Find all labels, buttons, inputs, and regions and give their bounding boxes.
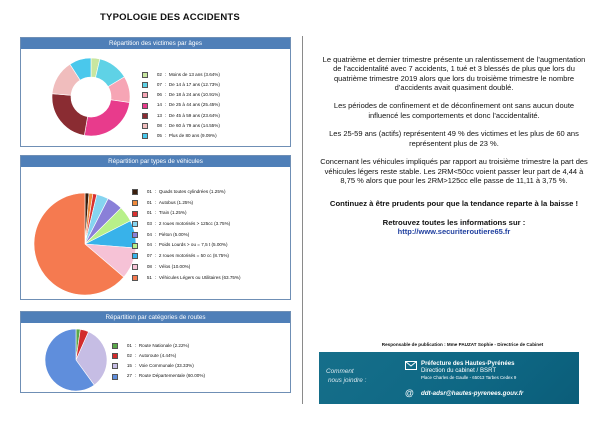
legend-label: Vélos (10.00%) <box>158 263 191 269</box>
legend-count: 05 <box>156 132 162 138</box>
legend-count: 07 <box>146 253 152 259</box>
legend-label: Poids Lourds > ou = 7,5 t (5.00%) <box>158 242 228 248</box>
legend-swatch <box>142 92 148 98</box>
legend-count: 02 <box>156 71 162 77</box>
legend-swatch <box>142 82 148 88</box>
legend-swatch <box>132 253 138 259</box>
legend-separator: : <box>155 253 159 259</box>
legend-item <box>132 187 241 198</box>
paragraph-confinement: Les périodes de confinement et de déconfinement ont sans aucun doute influencé les comportements et donc l’accidentalité. <box>333 101 575 120</box>
legend-label: Route Nationale (2.22%) <box>138 342 190 348</box>
chart-panel-vehicles <box>20 155 291 300</box>
legend-separator: : <box>165 132 169 138</box>
pie-slice-0-4 <box>52 94 88 136</box>
chart-title-roads: Répartition par catégories de routes <box>21 312 290 323</box>
legend-separator: : <box>155 263 159 269</box>
legend-swatch <box>142 123 148 129</box>
legend-swatch <box>132 232 138 238</box>
postal-address: Place Charles de Gaulle - 65013 Tarbes Cedex 9 <box>421 374 517 380</box>
legend-separator: : <box>165 81 169 87</box>
legend-swatch <box>132 264 138 270</box>
legend-separator: : <box>165 102 169 108</box>
legend-separator: : <box>155 231 159 237</box>
legend-swatch <box>132 211 138 217</box>
legend-label: 2 roues motorisés > 125cc (3.75%) <box>158 221 231 227</box>
legend-separator: : <box>165 122 169 128</box>
legend-item <box>132 273 241 284</box>
legend-count: 02 <box>126 352 132 358</box>
legend-item <box>132 230 241 241</box>
legend-count: 08 <box>146 263 152 269</box>
contact-label-1: Comment <box>326 368 354 375</box>
legend-item <box>112 341 205 351</box>
paragraph-quarter: Le quatrième et dernier trimestre présente un ralentissement de l’augmentation de l’accidentalité avec 7 accidents, 1 tué et 3 blessés de plus que lors du quatrième trimestre 2019 alors que lors du troisième trimestre le nombre d’accidents avait quasiment doublé. <box>322 55 586 92</box>
contact-banner <box>319 352 579 404</box>
publisher-line: Responsable de publication : Mme PAUZAT Sophie - Directrice de Cabinet <box>381 342 544 347</box>
legend-count: 15 <box>126 363 132 369</box>
legend-item <box>112 351 205 361</box>
legend-item <box>132 208 241 219</box>
legend-label: De 60 à 79 ans (14.55%) <box>168 122 220 128</box>
legend-separator: : <box>135 352 139 358</box>
legend-label: Moins de 13 ans (3.64%) <box>168 71 220 77</box>
legend-label: 2 roues motorisés = 50 cc (8.75%) <box>158 253 229 259</box>
legend-label: Véhicules Légers ou Utilitaires (63.75%) <box>158 274 241 280</box>
legend-swatch <box>112 363 118 369</box>
legend-separator: : <box>155 242 159 248</box>
legend-separator: : <box>165 71 169 77</box>
commentary-column <box>318 55 590 246</box>
legend-count: 01 <box>146 189 152 195</box>
call-to-action: Continuez à être prudents pour que la tendance reparte à la baisse ! <box>329 199 579 209</box>
legend-separator: : <box>165 112 169 118</box>
envelope-icon <box>405 361 417 370</box>
legend-item <box>132 240 241 251</box>
prefecture-name: Préfecture des Hautes-Pyrénées <box>421 360 515 367</box>
legend-count: 14 <box>156 102 162 108</box>
chart-title-ages: Répartition des victimes par âges <box>21 38 290 49</box>
legend-item <box>142 121 220 131</box>
website-link[interactable]: http://www.securiteroutiere65.fr <box>397 227 511 237</box>
legend-label: Route Départementale (60.00%) <box>138 373 205 379</box>
legend-item <box>132 198 241 209</box>
legend-count: 01 <box>146 199 152 205</box>
legend-item <box>132 262 241 273</box>
legend-item <box>132 219 241 230</box>
legend-vehicles <box>132 187 241 283</box>
legend-item <box>142 80 220 90</box>
chart-panel-ages <box>20 37 291 147</box>
legend-count: 07 <box>156 81 162 87</box>
legend-label: Plus de 80 ans (9.09%) <box>168 132 217 138</box>
legend-swatch <box>132 200 138 206</box>
legend-swatch <box>142 133 148 139</box>
legend-count: 08 <box>156 122 162 128</box>
legend-count: 13 <box>156 112 162 118</box>
legend-separator: : <box>155 221 159 227</box>
legend-count: 01 <box>146 210 152 216</box>
legend-item <box>112 361 205 371</box>
page-title: TYPOLOGIE DES ACCIDENTS <box>100 12 240 23</box>
direction-name: Direction du cabinet / BSRT <box>421 367 497 375</box>
legend-separator: : <box>155 274 159 280</box>
legend-separator: : <box>165 92 169 98</box>
legend-roads <box>112 341 205 382</box>
legend-label: De 25 à 44 ans (25.45%) <box>168 102 220 108</box>
paragraph-ages: Les 25-59 ans (actifs) représentent 49 % des victimes et les plus de 60 ans représentent plus de 23 %. <box>329 129 579 148</box>
legend-swatch <box>132 189 138 195</box>
legend-separator: : <box>155 199 159 205</box>
legend-label: Autoroute (4.44%) <box>138 352 177 358</box>
legend-ages <box>142 70 220 141</box>
info-line: Retrouvez toutes les informations sur : <box>382 217 526 227</box>
legend-separator: : <box>135 373 139 379</box>
legend-count: 06 <box>156 92 162 98</box>
legend-swatch <box>142 113 148 119</box>
legend-count: 04 <box>146 242 152 248</box>
legend-swatch <box>112 353 118 359</box>
legend-swatch <box>112 343 118 349</box>
legend-swatch <box>132 275 138 281</box>
paragraph-vehicles: Concernant les véhicules impliqués par rapport au troisième trimestre la part des véhicules légers reste stable. Les 2RM<50cc voient passer leur part de 4,44 à 8,75 % alors que pour les 2RM>125cc elle passe de 11,11 à 3,75 %. <box>320 157 588 185</box>
legend-count: 01 <box>126 342 132 348</box>
legend-count: 27 <box>126 373 132 379</box>
chart-title-vehicles: Répartition par types de véhicules <box>21 156 290 167</box>
pie-slice-0-3 <box>84 100 129 136</box>
at-sign-icon: @ <box>405 388 414 398</box>
legend-item <box>112 372 205 382</box>
legend-label: Quads toutes cylindrées (1.25%) <box>158 189 226 195</box>
legend-separator: : <box>155 210 159 216</box>
legend-swatch <box>142 103 148 109</box>
legend-separator: : <box>135 342 139 348</box>
email-link[interactable]: ddt-adsr@hautes-pyrenees.gouv.fr <box>421 390 524 397</box>
legend-label: Autobus (1.25%) <box>158 199 194 205</box>
legend-item <box>142 131 220 141</box>
column-divider <box>302 36 303 404</box>
legend-label: De 18 à 24 ans (10.91%) <box>168 92 220 98</box>
contact-label-2: nous joindre : <box>328 377 367 384</box>
legend-swatch <box>142 72 148 78</box>
legend-item <box>142 70 220 80</box>
legend-swatch <box>132 243 138 249</box>
legend-item <box>142 111 220 121</box>
legend-swatch <box>132 221 138 227</box>
legend-separator: : <box>155 189 159 195</box>
legend-label: Train (1.25%) <box>158 210 187 216</box>
legend-separator: : <box>135 363 139 369</box>
legend-label: De 14 à 17 ans (12.73%) <box>168 81 220 87</box>
legend-item <box>142 90 220 100</box>
legend-label: Voie Communale (33.33%) <box>138 363 194 369</box>
legend-label: Piéton (5.00%) <box>158 231 190 237</box>
legend-item <box>132 251 241 262</box>
legend-swatch <box>112 374 118 380</box>
legend-count: 04 <box>146 231 152 237</box>
legend-label: De 45 à 59 ans (23.64%) <box>168 112 220 118</box>
legend-item <box>142 101 220 111</box>
legend-count: 51 <box>146 274 152 280</box>
legend-count: 03 <box>146 221 152 227</box>
chart-panel-roads <box>20 311 291 393</box>
